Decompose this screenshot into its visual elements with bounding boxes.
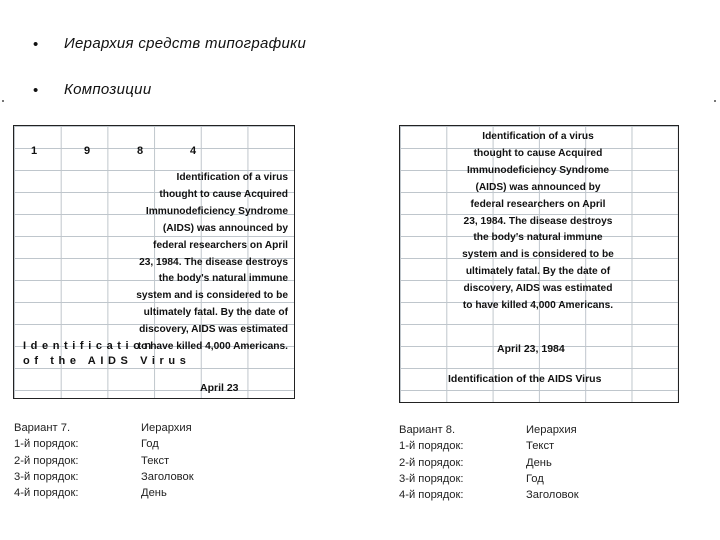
hierarchy-heading: Иерархия: [526, 424, 577, 436]
paragraph-line: discovery, AIDS was estimated: [463, 283, 613, 295]
layout-title-line: of the AIDS Virus: [23, 355, 191, 367]
order-label: 3-й порядок:: [14, 470, 79, 483]
year-digit: 8: [137, 145, 144, 157]
paragraph-line: ultimately fatal. By the date of: [143, 307, 288, 319]
hierarchy-heading: Иерархия: [141, 422, 192, 434]
body-paragraph-left: [112, 170, 288, 356]
variant-values-right: [526, 422, 579, 503]
paragraph-line: thought to cause Acquired: [473, 147, 603, 159]
paragraph-line: ultimately fatal. By the date of: [465, 266, 611, 278]
order-label: 4-й порядок:: [399, 489, 464, 502]
paragraph-line: system and is considered to be: [462, 249, 614, 261]
paragraph-line: thought to cause Acquired: [159, 188, 288, 200]
bullet-dot: •: [33, 82, 39, 99]
variant-labels-right: [399, 422, 464, 503]
paragraph-line: (AIDS) was announced by: [162, 222, 288, 234]
order-label: 1-й порядок:: [14, 438, 79, 451]
order-value: День: [526, 456, 552, 469]
order-value: Заголовок: [141, 470, 194, 483]
order-label: 2-й порядок:: [14, 454, 79, 467]
layout-date: April 23: [200, 382, 239, 394]
order-value: Текст: [141, 454, 170, 467]
order-value: Текст: [526, 440, 555, 453]
bullet-dot: •: [33, 36, 39, 53]
layout-title: Identification of the AIDS Virus: [448, 373, 602, 385]
edge-mark: [714, 100, 716, 102]
order-label: 3-й порядок:: [399, 472, 464, 485]
year-digit: 9: [84, 145, 91, 157]
paragraph-line: federal researchers on April: [153, 239, 288, 251]
order-value: Год: [141, 438, 159, 451]
paragraph-line: the body's natural immune: [473, 232, 603, 244]
variant-labels-left: [14, 420, 79, 501]
order-label: 1-й порядок:: [399, 440, 464, 453]
paragraph-line: 23, 1984. The disease destroys: [463, 215, 613, 227]
paragraph-line: 23, 1984. The disease destroys: [139, 256, 288, 268]
paragraph-line: discovery, AIDS was estimated: [139, 324, 288, 336]
bullet-heading-typography: Иерархия средств типографики: [64, 35, 307, 52]
variant-values-left: [141, 420, 194, 501]
body-paragraph-right: [446, 129, 630, 315]
layout-date: April 23, 1984: [497, 343, 565, 355]
layout-title-line: Identification: [23, 340, 156, 352]
order-value: День: [141, 487, 167, 500]
order-label: 4-й порядок:: [14, 487, 79, 500]
year-digit: 1: [31, 145, 38, 157]
paragraph-line: Immunodeficiency Syndrome: [145, 205, 288, 217]
paragraph-line: Identification of a virus: [482, 131, 594, 142]
variant-heading: Вариант 8.: [399, 424, 456, 436]
order-value: Заголовок: [526, 489, 579, 502]
edge-mark: [2, 100, 4, 102]
order-value: Год: [526, 472, 544, 485]
paragraph-line: system and is considered to be: [136, 290, 288, 302]
paragraph-line: Identification of a virus: [176, 172, 288, 183]
bullet-heading-compositions: Композиции: [64, 81, 152, 98]
variant-heading: Вариант 7.: [14, 422, 71, 434]
paragraph-line: to have killed 4,000 Americans.: [137, 341, 288, 353]
paragraph-line: to have killed 4,000 Americans.: [462, 300, 614, 312]
year-digit: 4: [190, 145, 197, 157]
paragraph-line: Immunodeficiency Syndrome: [466, 164, 610, 176]
paragraph-line: (AIDS) was announced by: [475, 181, 601, 193]
paragraph-line: the body's natural immune: [158, 273, 288, 285]
order-label: 2-й порядок:: [399, 456, 464, 469]
paragraph-line: federal researchers on April: [470, 198, 606, 210]
